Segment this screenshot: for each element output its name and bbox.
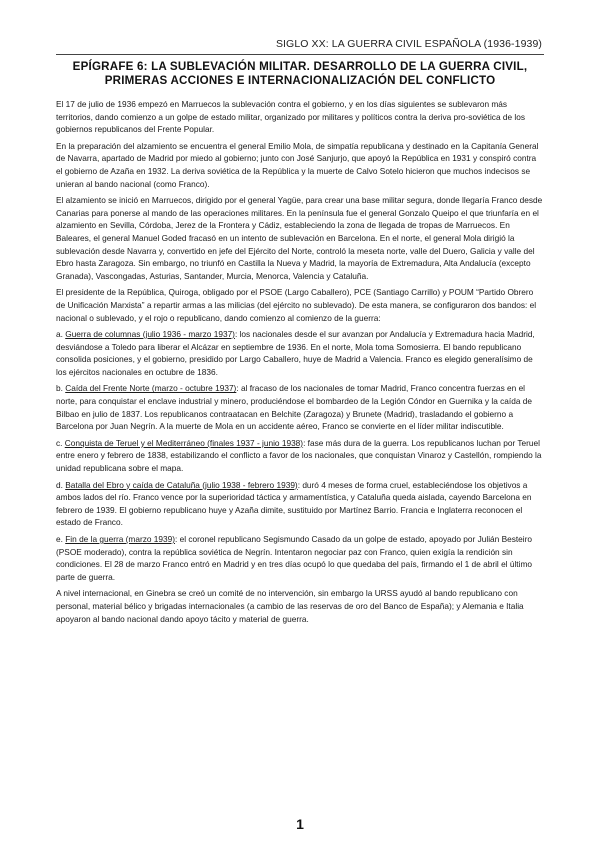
phase-text-a: : los nacionales desde el sur avanzan por Andalucía y Extremadura hacia Madrid, desviándose a Toledo para liberar el Alcázar en septiembre de 1936. En el norte, Mola toma Somosierra. El bando republicano consolida posiciones, y el gobierno, presidido por Largo Caballero, huye de Madrid a Valencia. Franco es elegido generalísimo de los ejércitos nacionales en octubre de 1836. — [56, 329, 535, 377]
list-marker: d. — [56, 479, 66, 490]
header-divider — [56, 54, 544, 55]
list-item-e — [56, 533, 544, 583]
list-marker: e. — [56, 534, 66, 544]
paragraph-preparation: En la preparación del alzamiento se encuentra el general Emilio Mola, de simpatía republicana y destinado en la Capitanía General de Navarra, apartado de Madrid por miedo al gobierno; junto con José Sanjurjo, que apoyó la República en 1931 y conspiró contra el gobierno de Azaña en 1932. La deriva soviética de la República y la muerte de Calvo Sotelo hicieron que muchos indecisos se unieran al bando nacional (como Franco). — [56, 140, 539, 189]
phase-text-c: : fase más dura de la guerra. Los republicanos luchan por Teruel entre enero y febrero de 1838, estabilizando el conflicto a favor de los nacionales, que conquistan Vinaroz y Castellón, rompiendo la unidad republicana sobre el mapa. — [56, 437, 542, 474]
phase-title-a: Guerra de columnas (julio 1936 - marzo 1937) — [65, 329, 235, 340]
phase-title-c: Conquista de Teruel y el Mediterráneo (finales 1937 - junio 1938) — [64, 437, 304, 448]
phase-title-b: Caída del Frente Norte (marzo - octubre 1937) — [65, 383, 237, 394]
phase-text-b: : al fracaso de los nacionales de tomar Madrid, Franco concentra fuerzas en el norte, para conquistar el enclave industrial y minero, produciéndose el bombardeo de la Legión Cóndor en Guernika y la caída de Bilbao en julio de 1837. Los republicanos contraatacan en Belchite (Zaragoza) y Brunete (Madrid), trasladando el gobierno a Barcelona por Juan Negrín. A la muerte de Mola en un accidente aéreo, Franco se convierte en el líder militar indiscutible. — [56, 383, 532, 432]
phase-text-d: : duró 4 meses de forma cruel, estableciéndose los objetivos a ambos lados del río. Franco vence por la superioridad táctica y armamentística, y Cataluña queda aislada, cayendo Barcelona en febrero de 1939. El gobierno republicano huye y Azaña dimite, sustituido por Martínez Barrio. Francia e Inglaterra reconocen el estado de Franco. — [56, 479, 532, 528]
list-marker: a. — [56, 329, 66, 340]
running-header: SIGLO XX: LA GUERRA CIVIL ESPAÑOLA (1936-1939) — [275, 38, 542, 50]
list-item-a — [56, 328, 544, 378]
paragraph-intro: El 17 de julio de 1936 empezó en Marruecos la sublevación contra el gobierno, y en los días siguientes se sublevaron más territorios, dando comienzo a un golpe de estado militar, organizado por militares y políticos contra la deriva pro-soviética de los gobiernos republicanos del Frente Popular. — [56, 99, 526, 135]
phase-title-e: Fin de la guerra (marzo 1939) — [65, 534, 175, 544]
list-item-b — [56, 382, 544, 432]
list-item-c — [56, 437, 544, 475]
page-number: 1 — [296, 816, 304, 832]
paragraph-uprising: El alzamiento se inició en Marruecos, dirigido por el general Yagüe, para crear una base militar segura, donde llegaría Franco desde Canarias para ponerse al mando de las operaciones militares. En la península fue el general Gonzalo Queipo el que triunfaría en el alzamiento en Sevilla, Córdoba, Jerez de la Frontera y Cádiz, estableciendo la zona de llegada de tropas de Marruecos. En Baleares, el general Manuel Goded fracasó en un intento de sublevación en Barcelona. En el norte, el general Mola dirigió la sublevación desde Navarra y, convertido en jefe del Ejército del Norte, controló la meseta norte, valle del Duero, Galicia y valle del Ebro hasta Zaragoza. Sin embargo, no triunfó en Castilla la Nueva y Madrid, la mayoría de Extremadura, Alta Andalucía (excepto Granada), Vascongadas, Asturias, Santander, Murcia, Menorca, Valencia y Cataluña. — [56, 195, 543, 281]
document-title: EPÍGRAFE 6: LA SUBLEVACIÓN MILITAR. DESARROLLO DE LA GUERRA CIVIL, PRIMERAS ACCIONES E INTERNACIONALIZACIÓN DEL CONFLICTO — [72, 60, 528, 87]
paragraph-international: A nivel internacional, en Ginebra se creó un comité de no intervención, sin embargo la URSS ayudó al bando republicano con personal, material bélico y brigadas internacionales (a cambio de las reservas de oro del Banco de España); y Alemania e Italia apoyaron al bando nacional dando apoyo tácito y material de guerra. — [56, 588, 524, 624]
list-marker: b. — [56, 383, 66, 394]
list-marker: c. — [56, 437, 65, 448]
list-item-d — [56, 479, 544, 529]
phase-title-d: Batalla del Ebro y caída de Cataluña (julio 1938 - febrero 1939) — [65, 479, 298, 490]
phase-text-e: : el coronel republicano Segismundo Casado da un golpe de estado, apoyado por Julián Besteiro (PSOE moderado), contra la república soviética de Negrín. Intentaron negociar paz con Franco, quien exigía la rendición sin condiciones. El 28 de marzo Franco entró en Madrid y en tres días ocupó lo que quedaba del país, firmando el 1 de abril el último parte de guerra. — [56, 534, 533, 582]
document-body — [56, 98, 544, 629]
paragraph-bandos: El presidente de la República, Quiroga, obligado por el PSOE (Largo Caballero), PCE (Santiago Carrillo) y POUM “Partido Obrero de Unificación Marxista” a repartir armas a las milicias (del ejército no sublevado). De esta manera, se configuraron dos bandos: el nacional o sublevado, y el rojo o republicano, dando comienzo al comienzo de la guerra: — [56, 287, 537, 323]
